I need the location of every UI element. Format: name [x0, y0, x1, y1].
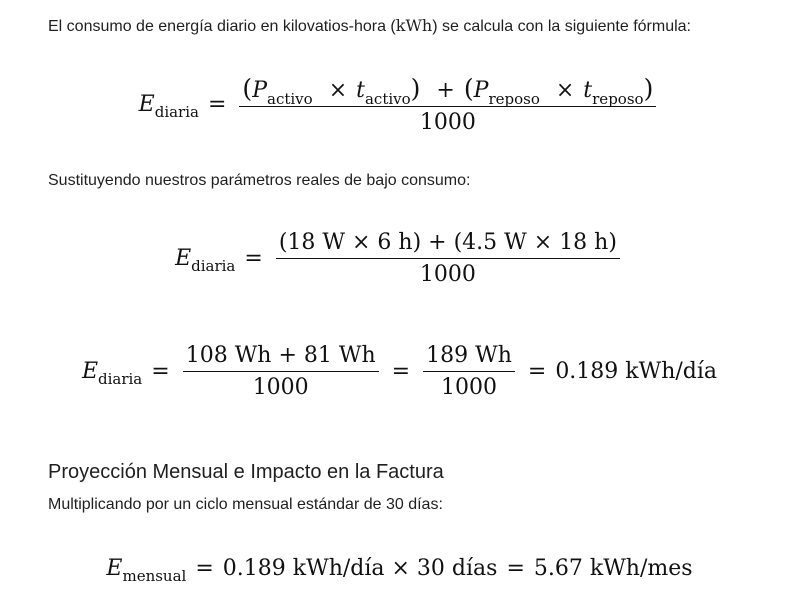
close-paren: ) — [410, 74, 421, 103]
equals-sign: = — [151, 359, 170, 384]
lhs-variable: E — [106, 556, 123, 581]
fraction-numerator: (18 W × 6 h) + (4.5 W × 18 h) — [278, 230, 617, 255]
fraction-numerator: 189 Wh — [426, 343, 512, 368]
fraction-denominator: 1000 — [419, 110, 476, 135]
lhs-subscript: diaria — [98, 369, 143, 388]
daily-result-value: 0.189 kWh/día — [555, 359, 718, 384]
fraction-denominator: 1000 — [440, 375, 497, 400]
lhs-subscript: mensual — [122, 566, 187, 585]
fraction-numerator: 108 Wh + 81 Wh — [185, 343, 376, 368]
monthly-paragraph: Multiplicando por un ciclo mensual estándar de 30 días: — [48, 496, 443, 513]
intro-text-before: El consumo de energía diario en kilovatios-hora ( — [48, 18, 396, 35]
open-paren: ( — [242, 74, 253, 103]
fraction — [183, 343, 379, 400]
lhs-variable: E — [175, 246, 192, 271]
equals-sign: = — [207, 92, 227, 117]
power-standby-sub: reposo — [488, 90, 540, 108]
open-paren: ( — [463, 74, 474, 103]
monthly-expression: 0.189 kWh/día × 30 días — [222, 556, 498, 581]
equation-monthly — [0, 556, 799, 585]
time-active-sub: activo — [364, 90, 411, 108]
equation-substituted — [0, 230, 799, 287]
fraction — [239, 74, 656, 135]
power-standby-var: P — [473, 78, 489, 103]
fraction — [423, 343, 515, 400]
equals-sign: = — [527, 359, 547, 384]
fraction-numerator — [239, 74, 656, 106]
plus-sign: + — [436, 78, 455, 103]
time-standby-var: t — [583, 78, 593, 103]
lhs-variable: E — [81, 359, 98, 384]
fraction-denominator: 1000 — [252, 375, 309, 400]
equals-sign: = — [244, 246, 263, 271]
intro-text-after: ) se calcula con la siguiente fórmula: — [432, 18, 691, 35]
section-heading: Proyección Mensual e Impacto en la Factura — [48, 461, 444, 483]
equals-sign: = — [195, 556, 214, 581]
times-sign: × — [328, 78, 348, 103]
lhs-variable: E — [138, 92, 155, 117]
fraction — [276, 230, 620, 287]
equation-daily-formula — [0, 74, 799, 135]
time-active-var: t — [356, 78, 365, 103]
lhs-subscript: diaria — [191, 256, 236, 275]
intro-unit: kWh — [395, 16, 433, 35]
power-active-var: P — [252, 78, 267, 103]
times-sign: × — [555, 78, 575, 103]
equals-sign: = — [506, 556, 525, 581]
lhs-subscript: diaria — [154, 102, 199, 121]
equation-daily-result — [0, 343, 799, 400]
power-active-sub: activo — [267, 90, 313, 108]
time-standby-sub: reposo — [592, 90, 644, 108]
fraction-denominator: 1000 — [419, 262, 476, 287]
equals-sign: = — [391, 359, 411, 384]
intro-paragraph — [48, 16, 691, 37]
monthly-result-value: 5.67 kWh/mes — [533, 556, 693, 581]
close-paren: ) — [643, 74, 654, 103]
substitution-paragraph: Sustituyendo nuestros parámetros reales de bajo consumo: — [48, 172, 471, 189]
